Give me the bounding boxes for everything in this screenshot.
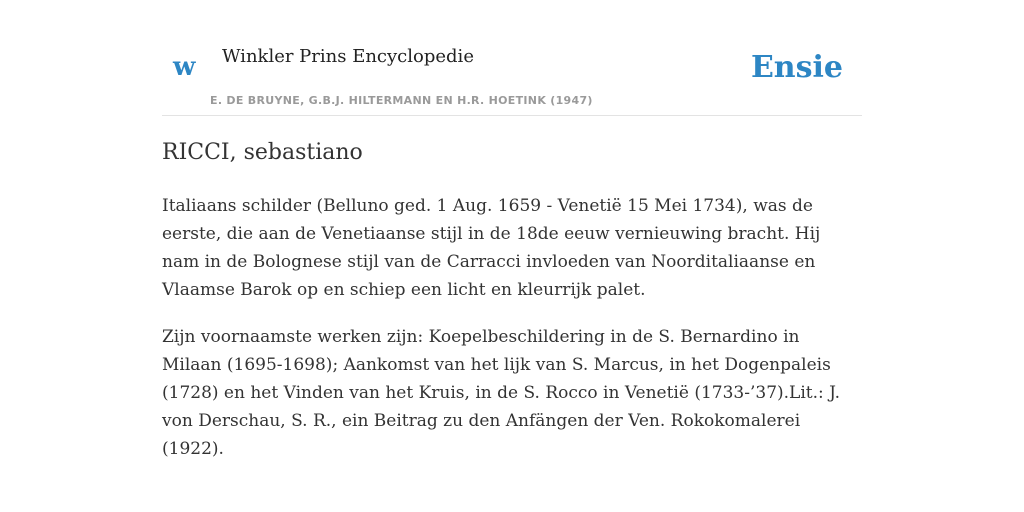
article-paragraph: Zijn voornaamste werken zijn: Koepelbeschildering in de S. Bernardino in Milaan (1695-1698); Aankomst van het lijk van S. Marcus, in het Dogenpaleis (1728) en het Vinden van het Kruis, in de S. Rocco in Venetië (1733-’37).Lit.: J. von Derschau, S. R., ein Beitrag zu den Anfängen der Ven. Rokokomalerei (1922). [162, 327, 841, 459]
article-title: RICCI, sebastiano [162, 140, 363, 165]
source-title-link[interactable]: Winkler Prins Encyclopedie [222, 46, 474, 67]
source-header [162, 40, 862, 116]
winkler-prins-logo-icon[interactable]: w [173, 52, 196, 82]
ensie-logo-link[interactable]: Ensie [750, 50, 843, 85]
source-authors: E. DE BRUYNE, G.B.J. HILTERMANN EN H.R. HOETINK (1947) [210, 94, 593, 107]
article-body [162, 192, 862, 482]
article-paragraph: Italiaans schilder (Belluno ged. 1 Aug. 1659 - Venetië 15 Mei 1734), was de eerste, die aan de Venetiaanse stijl in de 18de eeuw vernieuwing bracht. Hij nam in de Bolognese stijl van de Carracci invloeden van Noorditaliaanse en Vlaamse Barok op en schiep een licht en kleurrijk palet. [162, 196, 821, 300]
